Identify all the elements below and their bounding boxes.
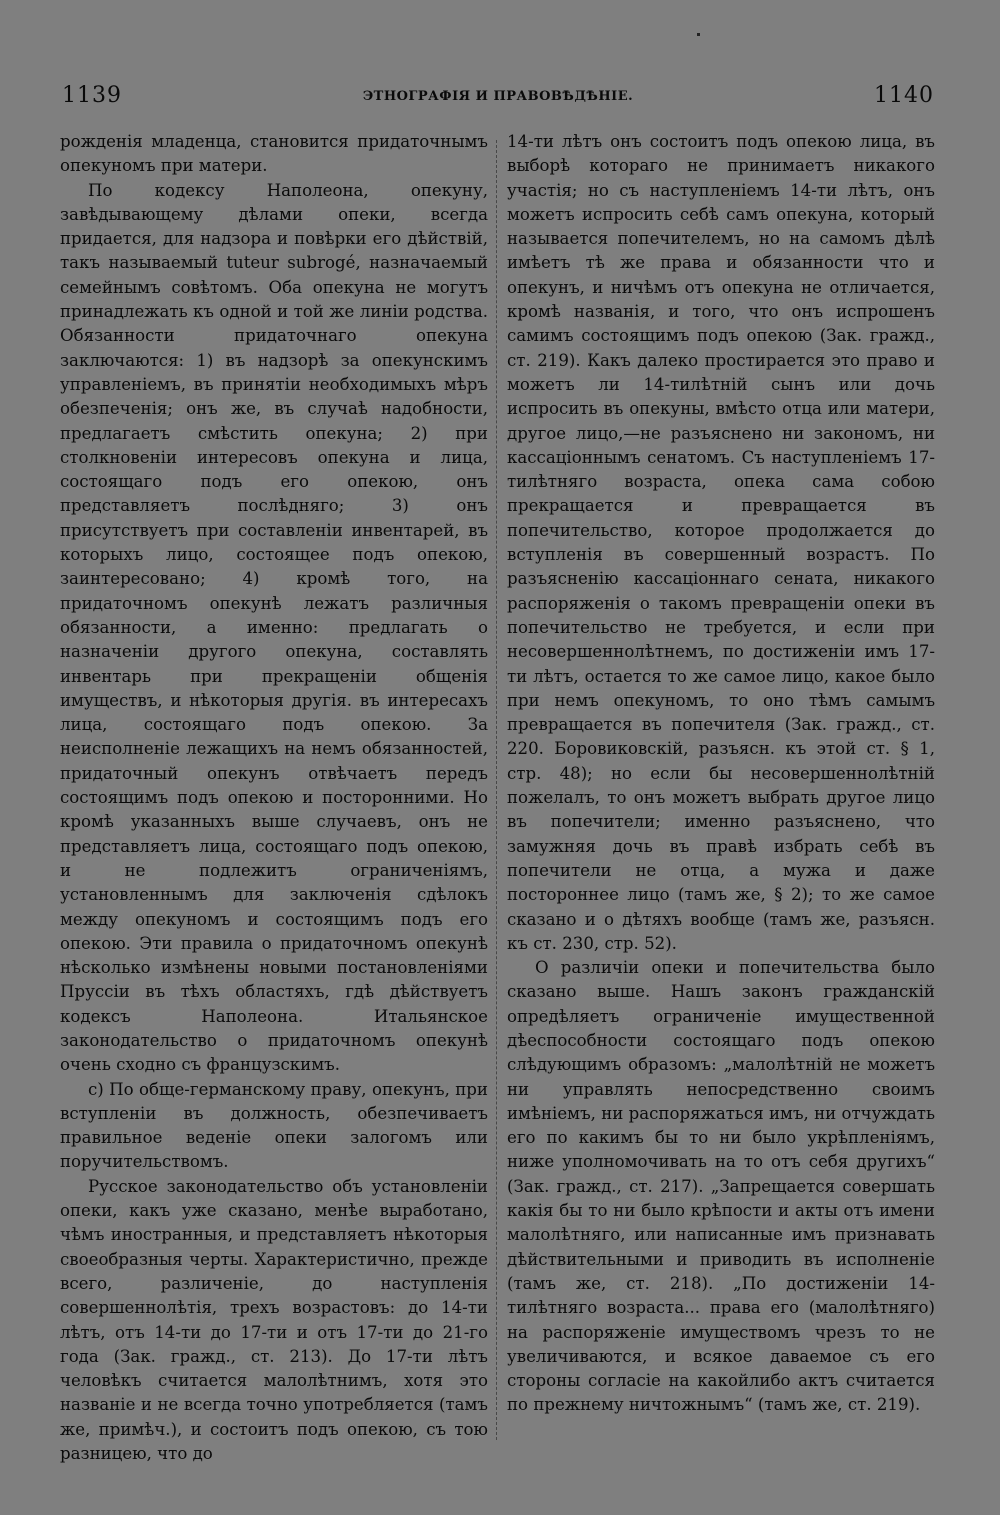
paragraph: 14-ти лѣтъ онъ состоитъ подъ опекою лица, въ выборѣ котораго не принимаетъ никакого участія; но съ наступленіемъ 14-ти лѣтъ, онъ можетъ испросить себѣ самъ опекуна, который называется попечителемъ, но на самомъ дѣлѣ имѣетъ тѣ же права и обязанности что и опекунъ, и ничѣмъ отъ опекуна не отличается, кромѣ названія, и того, что онъ испрошенъ самимъ состоящимъ подъ опекою (Зак. гражд., ст. 219). Какъ далеко простирается это право и можетъ ли 14-тилѣтній сынъ или дочь испросить въ опекуны, вмѣсто отца или матери, другое лицо,—не разъяснено ни закономъ, ни кассаціоннымъ сенатомъ. Съ наступленіемъ 17-тилѣтняго возраста, опека сама собою прекращается и превращается въ попечительство, которое продолжается до вступленія въ совершенный возрастъ. По разъясненію кассаціоннаго сената, никакого распоряженія о такомъ превращеніи опеки въ попечительство не требуется, и если при несовершеннолѣтнемъ, по достиженіи имъ 17-ти лѣтъ, остается то же самое лицо, какое было при немъ опекуномъ, то оно тѣмъ самымъ превращается въ попечителя (Зак. гражд., ст. 220. Боровиковскій, разъясн. къ этой ст. § 1, стр. 48); но если бы несовершеннолѣтній пожелалъ, то онъ можетъ выбрать другое лицо въ попечители; именно разъяснено, что замужняя дочь въ правѣ избрать себѣ въ попечители не отца, а мужа и даже постороннее лицо (тамъ же, § 2); то же самое сказано и о дѣтяхъ вообще (тамъ же, разъясн. къ ст. 230, стр. 52).	[507, 132, 935, 953]
page-number-left: 1139	[62, 83, 122, 108]
paragraph: с) По обще-германскому праву, опекунъ, при вступленіи въ должность, обезпечиваетъ правильное веденіе опеки залогомъ или поручительствомъ.	[60, 1079, 488, 1172]
paragraph: рожденія младенца, становится придаточнымъ опекуномъ при матери.	[60, 132, 488, 176]
paragraph: Русское законодательство объ установленіи опеки, какъ уже сказано, менѣе выработано, чѣмъ иностранныя, и представляетъ нѣкоторыя своеобразныя черты. Характеристично, прежде всего, различеніе, до наступленія совершеннолѣтія, трехъ возрастовъ: до 14-ти лѣтъ, отъ 14-ти до 17-ти и отъ 17-ти до 21-го года (Зак. гражд., ст. 213). До 17-ти лѣтъ человѣкъ считается малолѣтнимъ, хотя это названіе и не всегда точно употребляется (тамъ же, примѣч.), и состоитъ подъ опекою, съ тою разницею, что до	[60, 1176, 488, 1464]
page-header	[62, 83, 934, 117]
right-column	[507, 130, 935, 1418]
running-title: ЭТНОГРАФІЯ И ПРАВОВѢДѢНІЕ.	[362, 89, 634, 104]
paragraph: О различіи опеки и попечительства было сказано выше. Нашъ законъ гражданскій опредѣляетъ ограниченіе имущественной дѣеспособности состоящаго подъ опекою слѣдующимъ образомъ: „малолѣтній не можетъ ни управлять непосредственно своимъ имѣніемъ, ни распоряжаться имъ, ни отчуждать его по какимъ бы то ни было укрѣпленіямъ, ниже уполномочивать на то отъ себя другихъ“ (Зак. гражд., ст. 217). „Запрещается совершать какія бы то ни было крѣпости и акты отъ имени малолѣтняго, или написанные имъ признавать дѣйствительными и приводить въ исполненіе (тамъ же, ст. 218). „По достиженіи 14-тилѣтняго возраста... права его (малолѣтняго) на распоряженіе имуществомъ чрезъ то не увеличиваются, и всякое даваемое съ его стороны согласіе на какойлибо актъ считается по прежнему ничтожнымъ“ (тамъ же, ст. 219).	[507, 958, 935, 1415]
paragraph: По кодексу Наполеона, опекуну, завѣдывающему дѣлами опеки, всегда придается, для надзора и повѣрки его дѣйствій, такъ называемый tuteur subrogé, назначаемый семейнымъ совѣтомъ. Оба опекуна не могутъ принадлежать къ одной и той же линіи родства. Обязанности придаточнаго опекуна заключаются: 1) въ надзорѣ за опекунскимъ управленіемъ, въ принятіи необходимыхъ мѣръ обезпеченія; онъ же, въ случаѣ надобности, предлагаетъ смѣстить опекуна; 2) при столкновеніи интересовъ опекуна и лица, состоящаго подъ его опекою, онъ представляетъ послѣдняго; 3) онъ присутствуетъ при составленіи инвентарей, въ которыхъ лицо, состоящее подъ опекою, заинтересовано; 4) кромѣ того, на придаточномъ опекунѣ лежатъ различныя обязанности, а именно: предлагать о назначеніи другого опекуна, составлять инвентарь при прекращеніи общенія имуществъ, и нѣкоторыя другія. въ интересахъ лица, состоящаго подъ опекою. За неисполненіе лежащихъ на немъ обязанностей, придаточный опекунъ отвѣчаетъ передъ состоящимъ подъ опекою и посторонними. Но кромѣ указанныхъ выше случаевъ, онъ не представляетъ лица, состоящаго подъ опекою, и не подлежитъ ограниченіямъ, установленнымъ для заключенія сдѣлокъ между опекуномъ и состоящимъ подъ его опекою. Эти правила о придаточномъ опекунѣ нѣсколько измѣнены новыми постановленіями Пруссіи въ тѣхъ областяхъ, гдѣ дѣйствуетъ кодексъ Наполеона. Итальянское законодательство о придаточномъ опекунѣ очень сходно съ французскимъ.	[60, 180, 488, 1075]
scan-speck	[697, 33, 700, 36]
page-number-right: 1140	[874, 83, 934, 108]
left-column	[60, 130, 488, 1466]
column-divider	[496, 140, 498, 1440]
